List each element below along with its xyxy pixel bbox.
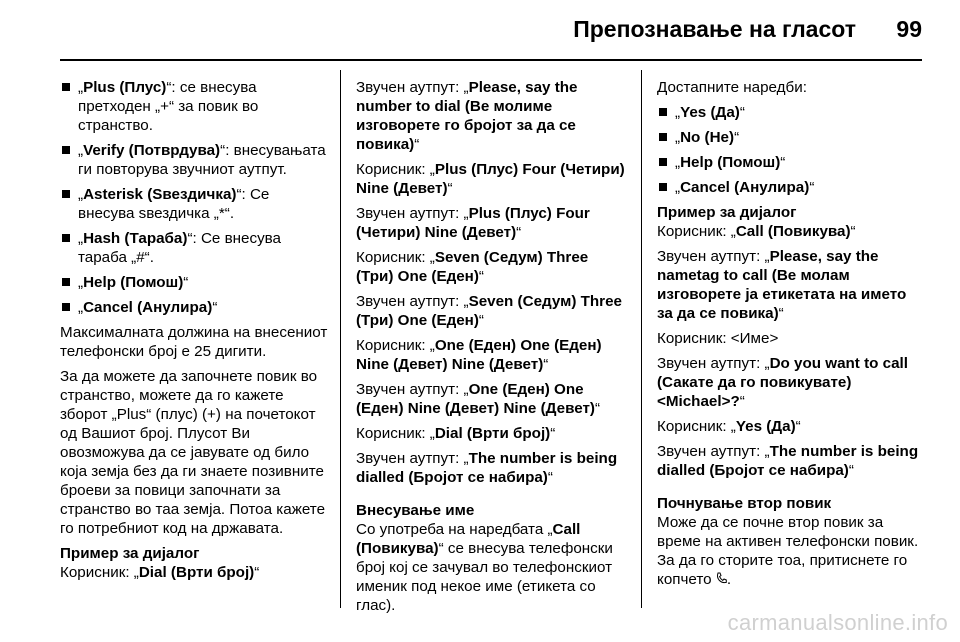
dialog-line: Корисник: „Plus (Плус) Four (Четири) Nine (Девет)“	[356, 161, 625, 197]
bullet-item: „Cancel (Анулира)“	[60, 298, 328, 317]
dialog-line: Корисник: „Yes (Да)“	[657, 418, 801, 435]
page-number: 99	[896, 16, 922, 42]
bullet-item: „Help (Помош)“	[60, 273, 328, 292]
bullet-item: „Cancel (Анулира)“	[657, 178, 925, 197]
dialog-line: Звучен аутпут: „Please, say the nametag to call (Ве молам изговорете ја етикетата на името за да се повика)“	[657, 248, 907, 322]
dialog-line: Корисник: <Име>	[657, 330, 779, 347]
paragraph-max-length: Максималната должина на внесениот телефонски број е 25 дигити.	[60, 324, 328, 360]
header-rule	[60, 59, 922, 61]
dialog-line: Звучен аутпут: „Plus (Плус) Four (Четири) Nine (Девет)“	[356, 205, 590, 241]
dialog-line: Корисник: „One (Еден) One (Еден) Nine (Девет) Nine (Девет)“	[356, 337, 602, 373]
bullet-item: „Verify (Потврдува)“: внесувањата ги повторува звучниот аутпут.	[60, 141, 328, 179]
example-line: Корисник: „Dial (Врти број)“	[60, 564, 260, 581]
column-2	[356, 78, 628, 621]
bullet-item: „Help (Помош)“	[657, 153, 925, 172]
dialog-line: Звучен аутпут: „One (Еден) One (Еден) Nine (Девет) Nine (Девет)“	[356, 381, 601, 417]
page-title: Препознавање на гласот	[573, 16, 856, 42]
dialog-line: Корисник: „Seven (Седум) Three (Три) One (Еден)“	[356, 249, 589, 285]
dialog-line: Корисник: „Call (Повикува)“	[657, 223, 856, 240]
watermark: carmanualsonline.info	[727, 610, 948, 635]
column-divider-1	[340, 70, 341, 608]
bullet-item: „Yes (Да)“	[657, 103, 925, 122]
bullet-item: „Hash (Тараба)“: Се внесува тараба „#“.	[60, 229, 328, 267]
example-heading: Пример за дијалог	[60, 545, 200, 562]
dialog-line: Звучен аутпут: „Please, say the number to dial (Ве молиме изговорете го бројот за да се повика)“	[356, 79, 578, 153]
commands-intro: Достапните наредби:	[657, 79, 807, 96]
dialog-line: Корисник: „Dial (Врти број)“	[356, 425, 556, 442]
dialog-line: Звучен аутпут: „Seven (Седум) Three (Три) One (Еден)“	[356, 293, 622, 329]
bullet-item: „No (Не)“	[657, 128, 925, 147]
section-paragraph: Може да се почне втор повик за време на активен телефонски повик. За да го сторите тоа, притиснете го копчето .	[657, 514, 919, 588]
bullet-item: „Asterisk (Ѕвездичка)“: Се внесува ѕвездичка „*“.	[60, 185, 328, 223]
paragraph-international: За да можете да започнете повик во странство, можете да го кажете зборот „Plus“ (плус) (+) на почетокот од Вашиот број. Плусот Ви овозможува да се јавувате од било која земја без да ги знаете позивните броеви за повици започнати за странство во таа земја. Потоа кажете го потребниот код на државата.	[60, 368, 326, 537]
column-3	[657, 78, 925, 595]
section-heading: Внесување име	[356, 502, 475, 519]
dialog-line: Звучен аутпут: „The number is being dialled (Бројот се набира)“	[356, 450, 618, 486]
phone-icon	[716, 572, 727, 584]
example-heading: Пример за дијалог	[657, 204, 797, 221]
section-heading: Почнување втор повик	[657, 495, 832, 512]
dialog-line: Звучен аутпут: „The number is being dialled (Бројот се набира)“	[657, 443, 919, 479]
dialog-line: Звучен аутпут: „Do you want to call (Сакате да го повикувате) <Michael>?“	[657, 355, 908, 410]
column-1	[60, 78, 328, 588]
section-paragraph: Со употреба на наредбата „Call (Повикува)“ се внесува телефонски број кој се зачувал во телефонскиот именик под некое име (етикета со глас).	[356, 521, 613, 614]
page-header	[0, 0, 960, 60]
bullet-item: „Plus (Плус)“: се внесува претходен „+“ за повик во странство.	[60, 78, 328, 135]
column-divider-2	[641, 70, 642, 608]
